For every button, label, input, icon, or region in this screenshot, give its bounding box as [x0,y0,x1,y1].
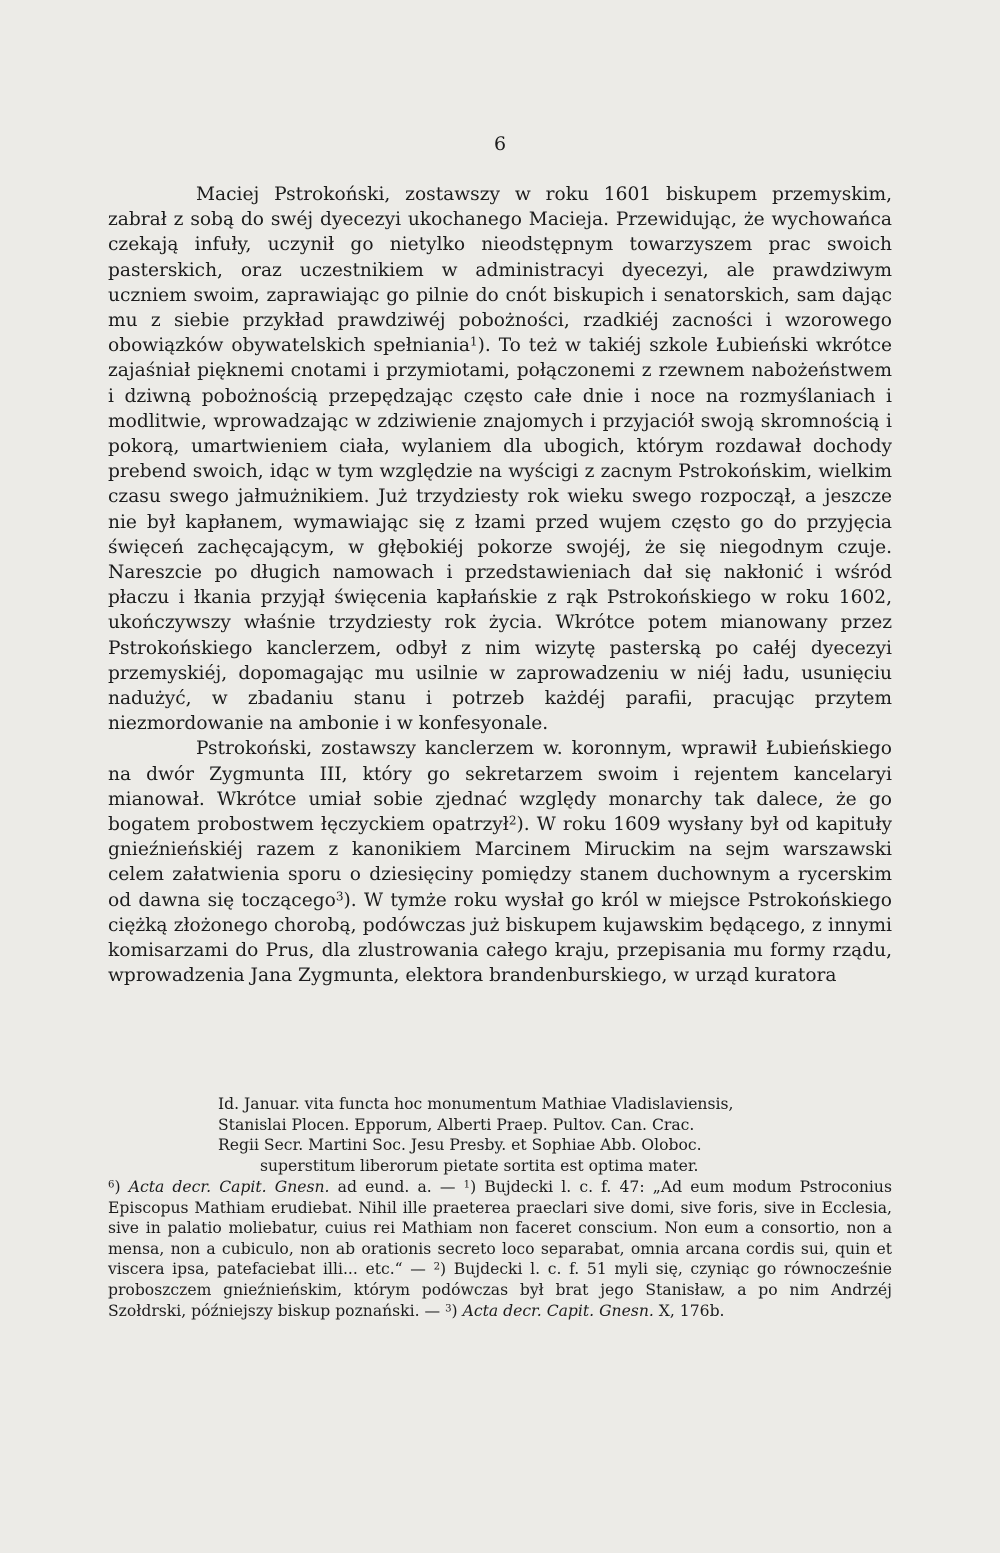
footnote-2-text: Bujdecki l. c. f. 51 myli się, czyniąc go równocześnie proboszczem gnieźnieńskim, którym podówczas był brat jego Stanisław, a po nim Andrzéj Szołdrski, późniejszy biskup poznański. — [108,1260,892,1320]
footnotes-block [108,1177,892,1321]
paragraph-1-text: Maciej Pstrokoński, zostawszy w roku 1601 biskupem przemyskim, zabrał z sobą do swéj dyecezyi ukochanego Macieja. Przewidując, że wychowańca czekają infuły, uczynił go nietylko nieodstępnym towarzyszem prac swoich pasterskich, oraz uczestnikiem w administracyi dyecezyi, ale prawdziwym uczniem swoim, zaprawiając go pilnie do cnót biskupich i senatorskich, sam dając mu z siebie przykład prawdziwéj pobożności, rzadkiéj zacności i wzorowego obowiązków obywatelskich spełniania [108,184,892,357]
footnote-1-text: Bujdecki l. c. f. 47: „Ad eum modum Pstroconius Episcopus Mathiam erudiebat. Nihil ille praeterea praeclari sive domi, sive foris, sive in Ecclesia, sive in palatio moliebatur, cuius rei Mathiam non faceret conscium. Non eum a consortio, non a mensa, non a cubiculo, non ab orationis secreto loco separabat, omnia arcana cordis sui, quin et viscera ipsa, patefaciebat illi... etc.“ — [108,1178,892,1279]
footnote-marker-1: 1 [463,1179,471,1191]
footnote-marker-6: 6 [108,1179,115,1191]
epitaph-line: superstitum liberorum pietate sortita est optima mater. [260,1156,699,1175]
footnote-marker-2: 2 [433,1261,441,1273]
epitaph-line: Id. Januar. vita functa hoc monumentum Mathiae Vladislaviensis, [218,1095,734,1113]
epitaph-line: Regii Secr. Martini Soc. Jesu Presby. et Sophiae Abb. Oloboc. [218,1136,702,1155]
paragraph-2 [108,736,892,988]
main-text [108,182,892,989]
footnote-source: Acta decr. Capit. Gnesn. [128,1178,330,1196]
footnote-6-text: ad eund. a. — [337,1178,456,1196]
footnote-ref-2: 2 [508,813,517,828]
footnote-ref-1: 1 [469,334,478,349]
footnote-ref-3: 3 [335,889,344,904]
footnote-source: Acta decr. Capit. Gnesn. [462,1301,654,1320]
footnote-marker-3: 3 [445,1303,452,1314]
paragraph-1 [108,182,892,736]
footnote-3-text: X, 176b. [658,1301,725,1320]
page-number: 6 [493,133,507,155]
paragraph-2-text-a: Pstrokoński, zostawszy kanclerzem w. koronnym, wprawił Łubieńskiego na dwór Zygmunta III, który go sekretarzem swoim i rejentem kancelaryi mianował. Wkrótce umiał sobie zjednać względy monarchy tak dalece, że go bogatem probostwem łęczyckiem opatrzył [108,738,892,836]
epitaph-line: Stanislai Plocen. Epporum, Alberti Praep. Pultov. Can. Crac. [218,1115,695,1134]
paragraph-1-rest: ). To też w takiéj szkole Łubieński wkrótce zajaśniał pięknemi cnotami i przymiotami, połączonemi z rzewnem nabożeństwem i dziwną pobożnością przepędzając często całe dnie i noce na rozmyślaniach i modlitwie, wprowadzając w zdziwienie znajomych i przyjaciół swoją skromnością i pokorą, umartwieniem ciała, wylaniem dla ubogich, którym rozdawał dochody prebend swoich, idąc w tym względzie na wyścigi z zacnym Pstrokońskim, wielkim czasu swego jałmużnikiem. Już trzydziesty rok wieku swego rozpoczął, a jeszcze nie był kapłanem, wymawiając się z łzami przed wujem często go do przyjęcia święceń zachęcającym, w głębokiéj pokorze swojéj, że się niegodnym czuje. Nareszcie po długich namowach i przedstawieniach dał się nakłonić i wśród płaczu i łkania przyjął święcenia kapłańskie z rąk Pstrokońskiego w roku 1602, ukończywszy właśnie trzydziesty rok życia. Wkrótce potem mianowany przez Pstrokońskiego kanclerzem, odbył z nim wizytę pasterską po całéj dyecezyi przemyskiéj, dopomagając mu usilnie w zaprowadzeniu w niéj ładu, usunięciu nadużyć, w zbadaniu stanu i potrzeb każdéj parafii, pracując przytem niezmordowanie na ambonie i w konfesyonale. [108,335,892,735]
footnote-epitaph [108,1094,892,1176]
paragraph-2-text-b: ). W roku 1609 wysłany był od kapituły gnieźnieńskiéj razem z kanonikiem Marcinem Miruckim na sejm warszawski celem załatwienia sporu o dziesięciny pomiędzy stanem duchownym a rycerskim od dawna się toczącego [108,814,893,911]
footnote-text: $^6$) Acta decr. Capit. Gnesn. ad eund. a. — $^1$) Bujdecki l. c. f. 47: „Ad eum modum Pstroconius Episcopus Mathiam erudiebat. Nihil ille praeterea praeclari sive domi, sive foris, sive in Ecclesia, sive in palatio moliebatur, cuius rei Mathiam non faceret conscium. Non eum a consortio, non a mensa, non a cubiculo, non ab orationis secreto loco separabat, omnia arcana cordis sui, quin et viscera ipsa, patefaciebat illi... etc.“ — $^2$) Bujdecki l. c. f. 51 myli się, czyniąc go równocześnie proboszczem gnieźnieńskim, którym podówczas był brat jego Stanisław, a po nim Andrzéj Szołdrski, późniejszy biskup poznański. — $^3$) Acta decr. Capit. Gnesn. X, 176b. [108,1178,892,1320]
paragraph-2-text-c: ). W tymże roku wysłał go król w miejsce Pstrokońskiego ciężką złożonego chorobą, podówczas już biskupem kujawskim będącego, z innymi komisarzami do Prus, dla zlustrowania całego kraju, przepisania mu formy rządu, wprowadzenia Jana Zygmunta, elektora brandenburskiego, w urząd kuratora [108,889,893,987]
